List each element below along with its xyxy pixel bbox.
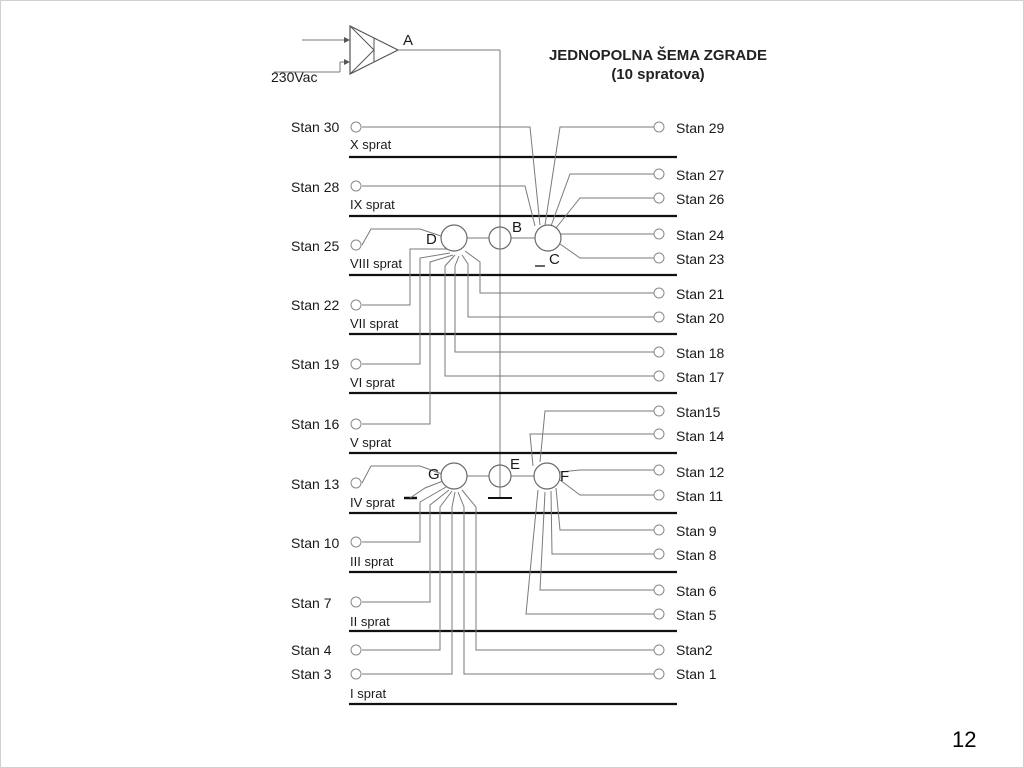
outlet-terminal (351, 645, 361, 655)
outlet-terminal (351, 240, 361, 250)
amplifier-a (350, 26, 398, 74)
node-label-f: F (560, 468, 570, 485)
node-label-b: B (512, 219, 523, 236)
node-label-e: E (510, 456, 521, 473)
outlet-label-left: Stan 10 (291, 535, 340, 551)
splitter-d (441, 225, 467, 251)
outlet-label-left: Stan 22 (291, 297, 340, 313)
floor-label-vi: VI sprat (350, 375, 395, 390)
outlet-label-right: Stan 27 (676, 167, 725, 183)
outlet-label-left: Stan 4 (291, 642, 332, 658)
outlet-terminal (654, 288, 664, 298)
outlet-label-right: Stan 12 (676, 464, 725, 480)
right-terminals (654, 122, 664, 679)
outlet-label-right: Stan 29 (676, 120, 725, 136)
outlet-terminal (654, 549, 664, 559)
floor-label-x: X sprat (350, 137, 392, 152)
outlet-terminal (654, 312, 664, 322)
outlet-terminal (654, 429, 664, 439)
outlet-label-right: Stan2 (676, 642, 713, 658)
outlet-label-left: Stan 16 (291, 416, 340, 432)
outlet-terminal (654, 193, 664, 203)
input-voltage-label: 230Vac (271, 69, 318, 85)
outlet-terminal (654, 465, 664, 475)
outlet-terminal (654, 669, 664, 679)
floor-label-vii: VII sprat (350, 316, 399, 331)
splitter-g (441, 463, 467, 489)
diagram-subtitle: (10 spratova) (611, 66, 705, 83)
outlet-label-left: Stan 25 (291, 238, 340, 254)
outlet-terminal (351, 478, 361, 488)
outlet-terminal (654, 645, 664, 655)
outlet-terminal (351, 181, 361, 191)
floor-label-ix: IX sprat (350, 197, 395, 212)
outlet-label-left: Stan 7 (291, 595, 332, 611)
outlet-label-left: Stan 3 (291, 666, 332, 682)
outlet-label-right: Stan 21 (676, 286, 725, 302)
outlet-terminal (654, 122, 664, 132)
outlet-terminal (654, 525, 664, 535)
outlet-label-right: Stan 1 (676, 666, 717, 682)
floor-label-ii: II sprat (350, 614, 390, 629)
outlet-terminal (351, 122, 361, 132)
outlet-terminal (654, 406, 664, 416)
outlet-label-left: Stan 28 (291, 179, 340, 195)
outlet-label-right: Stan 18 (676, 345, 725, 361)
outlet-label-right: Stan 17 (676, 369, 725, 385)
outlet-terminal (654, 229, 664, 239)
outlet-terminal (351, 669, 361, 679)
outlet-terminal (654, 371, 664, 381)
splitter-f (534, 463, 560, 489)
outlet-label-left: Stan 30 (291, 119, 340, 135)
outlet-terminal (351, 300, 361, 310)
page-number: 12 (952, 727, 977, 752)
outlet-label-right: Stan15 (676, 404, 721, 420)
outlet-terminal (654, 347, 664, 357)
lower-wiring (362, 411, 657, 674)
outlet-label-right: Stan 6 (676, 583, 717, 599)
outlet-label-right: Stan 20 (676, 310, 725, 326)
node-label-d: D (426, 231, 437, 248)
amplifier-input-wires (274, 37, 350, 72)
outlet-terminal (654, 169, 664, 179)
outlet-label-right: Stan 24 (676, 227, 725, 243)
outlet-terminal (654, 585, 664, 595)
outlet-label-right: Stan 8 (676, 547, 717, 563)
diagram-title: JEDNOPOLNA ŠEMA ZGRADE (548, 47, 768, 64)
outlet-terminal (351, 597, 361, 607)
outlet-terminal (654, 253, 664, 263)
node-label-g: G (428, 466, 440, 483)
amplifier-label: A (403, 32, 414, 49)
outlet-label-right: Stan 26 (676, 191, 725, 207)
floor-label-iv: IV sprat (350, 495, 395, 510)
outlet-terminal (351, 359, 361, 369)
floor-label-v: V sprat (350, 435, 392, 450)
floor-label-viii: VIII sprat (350, 256, 403, 271)
outlet-label-left: Stan 13 (291, 476, 340, 492)
outlet-terminal (654, 609, 664, 619)
node-label-c: C (549, 251, 560, 268)
outlet-label-right: Stan 11 (676, 488, 724, 504)
outlet-label-right: Stan 23 (676, 251, 725, 267)
outlet-label-right: Stan 9 (676, 523, 717, 539)
floor-label-i: I sprat (350, 686, 387, 701)
outlet-terminal (351, 537, 361, 547)
outlet-terminal (654, 490, 664, 500)
outlet-label-left: Stan 19 (291, 356, 340, 372)
floor-label-iii: III sprat (350, 554, 394, 569)
splitter-c (535, 225, 561, 251)
outlet-label-right: Stan 14 (676, 428, 725, 444)
outlet-label-right: Stan 5 (676, 607, 717, 623)
outlet-terminal (351, 419, 361, 429)
